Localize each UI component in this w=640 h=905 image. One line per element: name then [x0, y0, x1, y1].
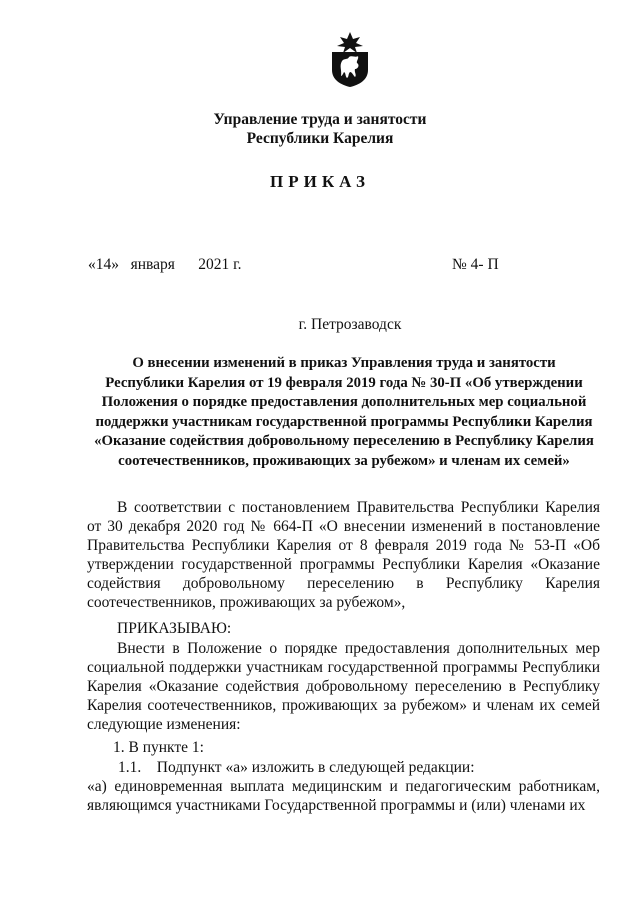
date-year: 2021 г.: [198, 256, 242, 273]
organization-name: [0, 110, 640, 148]
document-type: ПРИКАЗ: [270, 172, 370, 191]
amendment-text-paragraph: «а) единовременная выплата медицинским и педагогическим работникам, являющимся участниками Государственной программы и (или) членами их: [87, 778, 600, 814]
item-1-1: 1.1. Подпункт «а» изложить в следующей редакции:: [118, 759, 475, 776]
organization-line-1: Управление труда и занятости: [213, 111, 427, 128]
subject-line: соотечественников, проживающих за рубежом» и членам их семей»: [118, 452, 570, 469]
date-month: января: [130, 256, 175, 273]
subject-line: О внесении изменений в приказ Управления труда и занятости: [132, 355, 556, 371]
document-city: г. Петрозаводск: [298, 316, 402, 333]
subject-line: Положения о порядке предоставления дополнительных мер социальной: [101, 394, 587, 410]
item-1: 1. В пункте 1:: [113, 739, 204, 756]
preamble-paragraph: В соответствии с постановлением Правительства Республики Карелия от 30 декабря 2020 год № 664-П «О внесении изменений в постановление Правительства Республики Карелия от 8 февраля 2019 года № 53-П «Об утверждении государственной программы Республики Карелия «Оказание содействия добровольному переселению в Республику Карелия соотечественников, проживающих за рубежом»,: [87, 499, 600, 611]
subject-line: поддержки участникам государственной программы Республики Карелия: [95, 413, 593, 430]
document-date: [88, 256, 242, 274]
document-number: № 4- П: [452, 256, 499, 273]
organization-line-2: Республики Карелия: [246, 130, 394, 147]
order-word: ПРИКАЗЫВАЮ:: [117, 620, 232, 637]
karelia-coat-of-arms-icon: [327, 30, 373, 88]
subject-line: «Оказание содействия добровольному переселению в Республику Карелия: [94, 433, 594, 449]
subject-line: Республики Карелия от 19 февраля 2019 года № 30-П «Об утверждении: [105, 374, 583, 391]
document-subject: [80, 354, 608, 471]
date-day: «14»: [88, 256, 119, 273]
amendment-paragraph: Внести в Положение о порядке предоставления дополнительных мер социальной поддержки участникам государственной программы Республики Карелия «Оказание содействия добровольному переселению в Республику Карелия соотечественников, проживающих за рубежом» и членам их семей следующие изменения:: [87, 640, 600, 733]
